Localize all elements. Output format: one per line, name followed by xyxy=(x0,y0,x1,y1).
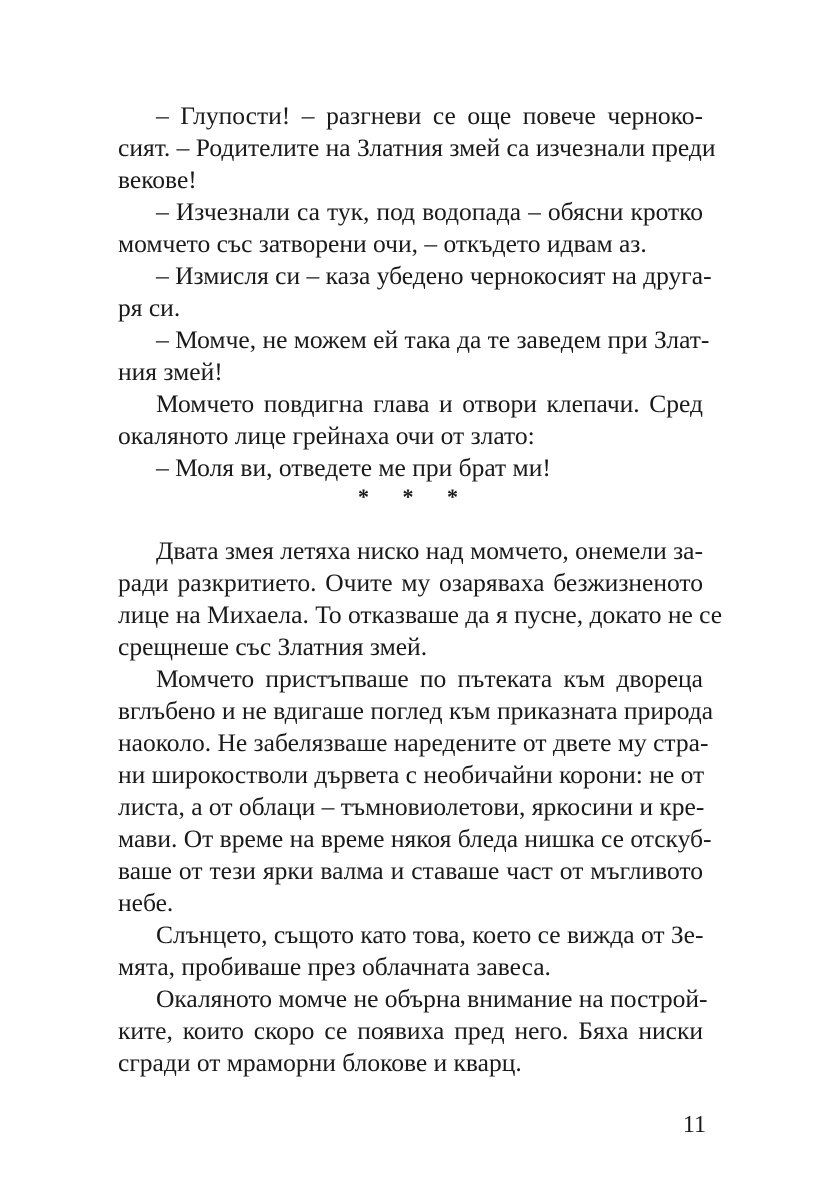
text-line: – Изчезнали са тук, под водопада – обясни кротко xyxy=(156,197,703,226)
text-line: Окаляното момче не обърна внимание на построй- xyxy=(156,984,708,1013)
text-line: листа, а от облаци – тъмновиолетови, яркосини и кре- xyxy=(118,792,705,821)
text-line: Двата змея летяха ниско над момчето, онемели за- xyxy=(156,536,703,565)
text-line: сгради от мраморни блокове и кварц. xyxy=(118,1048,522,1077)
text-line: ря си. xyxy=(118,293,181,322)
text-line: вглъбено и не вдигаше поглед към приказната природа xyxy=(118,696,714,725)
text-line: векове! xyxy=(118,165,197,194)
text-line: срещнеше със Златния змей. xyxy=(118,632,428,661)
text-section-1 xyxy=(118,100,716,484)
text-line: – Моля ви, отведете ме при брат ми! xyxy=(156,453,551,482)
text-line: Слънцето, същото като това, което се вижда от Зе- xyxy=(156,920,704,949)
text-line: ради разкритието. Очите му озаряваха безжизненото xyxy=(118,568,703,597)
text-line: Момчето пристъпваше по пътеката към двореца xyxy=(156,664,703,693)
text-section-2 xyxy=(118,535,723,1079)
text-line: мята, пробиваше през облачната завеса. xyxy=(118,952,551,981)
text-line: – Момче, не можем ей така да те заведем при Злат- xyxy=(156,325,710,354)
text-line: – Измисля си – каза убедено чернокосият на друга- xyxy=(156,261,712,290)
text-line: момчето със затворени очи, – откъдето идвам аз. xyxy=(118,229,647,258)
text-line: лице на Михаела. То отказваше да я пусне, докато не се xyxy=(118,600,723,629)
text-line: Момчето повдигна глава и отвори клепачи. Сред xyxy=(156,389,703,418)
text-line: – Глупости! – разгневи се още повече черноко- xyxy=(156,101,703,130)
text-line: небе. xyxy=(118,888,174,917)
text-line: ния змей! xyxy=(118,357,223,386)
text-line: окаляното лице грейнаха очи от злато: xyxy=(118,421,535,450)
page-number: 11 xyxy=(682,1112,706,1138)
text-line: ни широкостволи дървета с необичайни корони: не от xyxy=(118,760,705,789)
text-line: ваше от тези ярки валма и ставаше част от мъгливото xyxy=(118,856,703,885)
text-line: наоколо. Не забелязваше наредените от двете му стра- xyxy=(118,728,709,757)
section-separator: * * * xyxy=(358,484,472,509)
text-line: ките, които скоро се появиха пред него. Бяха ниски xyxy=(118,1016,703,1045)
text-line: мави. От време на време някоя бледа нишка се отскуб- xyxy=(118,824,712,853)
text-line: сият. – Родителите на Златния змей са изчезнали преди xyxy=(118,133,716,162)
